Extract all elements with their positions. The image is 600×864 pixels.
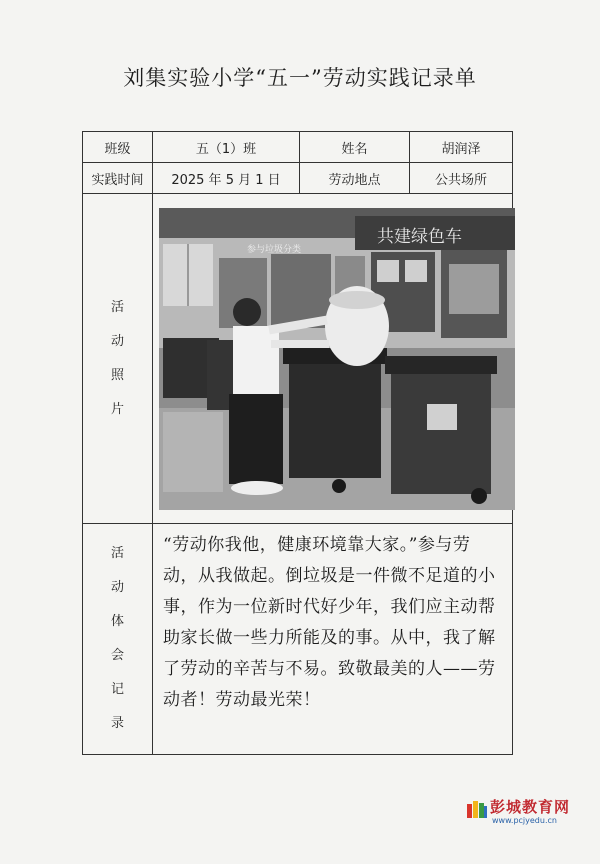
class-label: 班级 xyxy=(83,132,153,163)
reflection-text: “劳动你我他，健康环境靠大家。”参与劳动，从我做起。倒垃圾是一件微不足道的小事，作为一位新时代好少年，我们应主动帮助家长做一些力所能及的事。从中，我了解了劳动的辛苦与不易。致敬最美的人——劳动者！劳动最光荣！ xyxy=(153,524,513,755)
watermark-url: www.pcjyedu.cn xyxy=(492,816,557,825)
activity-photo-drawing xyxy=(159,208,515,510)
record-form-table xyxy=(82,131,513,755)
class-value: 五（1）班 xyxy=(153,132,300,163)
sign-text: 参与垃圾分类 xyxy=(247,244,302,255)
place-value: 公共场所 xyxy=(410,163,513,194)
book-logo-icon xyxy=(466,798,488,820)
watermark-name: 彭城教育网 xyxy=(490,798,571,816)
name-label: 姓名 xyxy=(300,132,410,163)
banner-text: 共建绿色车 xyxy=(377,226,462,247)
photo-cell xyxy=(153,194,513,524)
place-label: 劳动地点 xyxy=(300,163,410,194)
reflection-label: 活 动 体 会 记 录 xyxy=(83,524,153,755)
time-value: 2025 年 5 月 1 日 xyxy=(153,163,300,194)
activity-photo xyxy=(159,208,515,510)
document-title: 刘集实验小学“五一”劳动实践记录单 xyxy=(123,66,477,90)
site-watermark xyxy=(466,796,586,836)
time-label: 实践时间 xyxy=(83,163,153,194)
name-value: 胡润泽 xyxy=(410,132,513,163)
photo-label: 活 动 照 片 xyxy=(83,194,153,524)
